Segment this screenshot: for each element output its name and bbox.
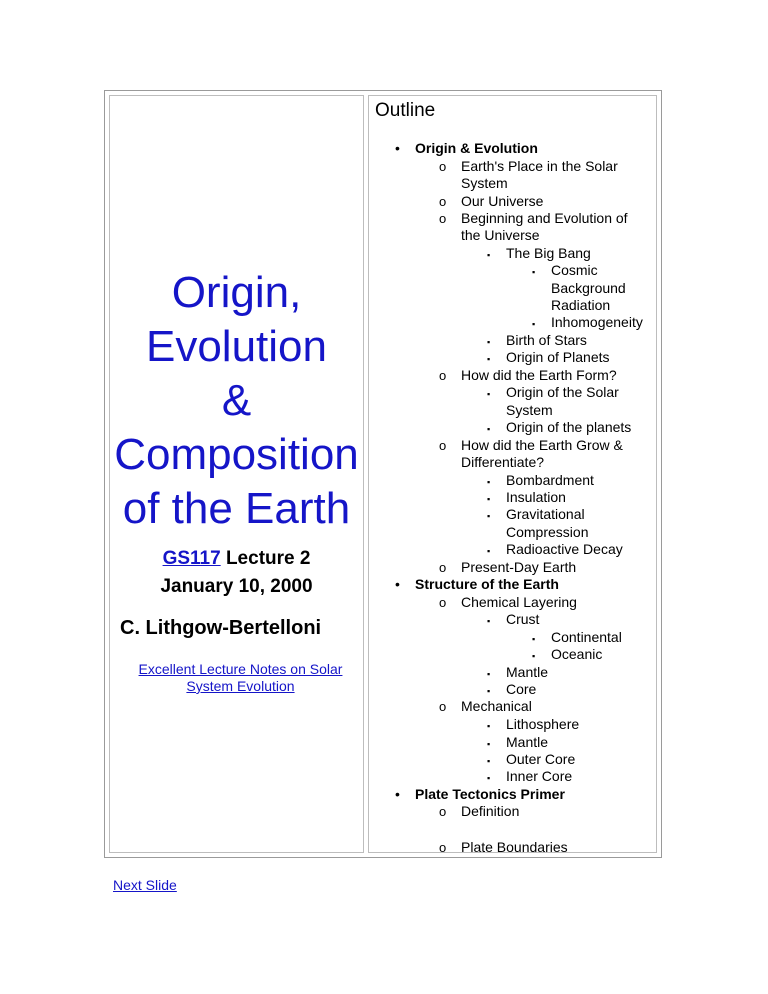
bullet-l1: • [395, 576, 400, 592]
outline-item: Background [551, 280, 626, 296]
outline-item: Present-Day Earth [461, 559, 577, 575]
title-cell [109, 95, 364, 853]
outline-item: Beginning and Evolution of [461, 210, 628, 226]
bullet-l3: ▪ [487, 669, 491, 679]
outline-item: Inhomogeneity [551, 314, 643, 330]
outline-item: Insulation [506, 489, 566, 505]
course-code-link[interactable]: GS117 [162, 548, 221, 569]
bullet-l4: ▪ [532, 634, 536, 644]
bullet-l2: o [439, 840, 447, 855]
lecture-notes-link[interactable] [118, 661, 363, 695]
outline-item: Mantle [506, 734, 549, 750]
bullet-l3: ▪ [487, 477, 491, 487]
outline-item: Radioactive Decay [506, 541, 623, 557]
outline-item: Origin of the Solar [506, 384, 619, 400]
title-line: & [221, 376, 252, 425]
outline-item: Chemical Layering [461, 594, 577, 610]
slide-table [104, 90, 662, 858]
outline-item: Earth's Place in the Solar [461, 158, 618, 174]
outline-item: Birth of Stars [506, 332, 587, 348]
outline-item: Definition [461, 803, 520, 819]
slide-title [110, 266, 363, 536]
bullet-l2: o [439, 595, 447, 610]
outline-heading: Outline [375, 100, 436, 121]
bullet-l3: ▪ [487, 773, 491, 783]
bullet-l3: ▪ [487, 616, 491, 626]
bullet-l2: o [439, 211, 447, 226]
title-line: of the Earth [122, 484, 351, 533]
bullet-l2: o [439, 368, 447, 383]
bullet-l3: ▪ [487, 686, 491, 696]
title-line: Composition [114, 430, 359, 479]
outline-item: Continental [551, 629, 622, 645]
bullet-l2: o [439, 438, 447, 453]
bullet-l3: ▪ [487, 389, 491, 399]
outline-item: System [506, 402, 553, 418]
bullet-l3: ▪ [487, 511, 491, 521]
outline-item: Oceanic [551, 646, 603, 662]
bullet-l2: o [439, 159, 447, 174]
outline-item: Plate Boundaries [461, 839, 568, 855]
outline-item: Core [506, 681, 537, 697]
lecture-date: January 10, 2000 [160, 576, 313, 597]
outline-item: Mantle [506, 664, 549, 680]
link-line[interactable]: System Evolution [186, 678, 295, 694]
bullet-l3: ▪ [487, 424, 491, 434]
outline-item: Plate Tectonics Primer [415, 786, 565, 802]
title-line: Evolution [145, 322, 327, 371]
outline-item: Outer Core [506, 751, 576, 767]
lecture-number: Lecture 2 [225, 548, 311, 569]
outline-item: How did the Earth Form? [461, 367, 617, 383]
bullet-l3: ▪ [487, 354, 491, 364]
author-name: C. Lithgow-Bertelloni [120, 617, 322, 639]
bullet-l3: ▪ [487, 721, 491, 731]
outline-item: Our Universe [461, 193, 544, 209]
outline-cell [368, 95, 657, 853]
bullet-l2: o [439, 699, 447, 714]
bullet-l2: o [439, 194, 447, 209]
outline-item: Differentiate? [461, 454, 545, 470]
outline-item: System [461, 175, 508, 191]
outline-item: The Big Bang [506, 245, 591, 261]
outline-item: Compression [506, 524, 589, 540]
outline-item: Mechanical [461, 698, 532, 714]
bullet-l4: ▪ [532, 267, 536, 277]
next-slide-link[interactable]: Next Slide [113, 877, 177, 893]
outline-item: Origin of the planets [506, 419, 632, 435]
outline-item: Structure of the Earth [415, 576, 559, 592]
outline-item: Inner Core [506, 768, 573, 784]
outline-item: Origin & Evolution [415, 140, 538, 156]
outline-item: Cosmic [551, 262, 598, 278]
bullet-l1: • [395, 140, 400, 156]
outline-item: Lithosphere [506, 716, 580, 732]
bullet-l3: ▪ [487, 250, 491, 260]
bullet-l2: o [439, 804, 447, 819]
outline-item: Gravitational [506, 506, 585, 522]
outline-item: Bombardment [506, 472, 594, 488]
outline-item: Radiation [551, 297, 611, 313]
outline-item: the Universe [461, 227, 540, 243]
outline-item: How did the Earth Grow & [461, 437, 623, 453]
bullet-l3: ▪ [487, 739, 491, 749]
bullet-l4: ▪ [532, 319, 536, 329]
bullet-l3: ▪ [487, 546, 491, 556]
title-line: Origin, [171, 268, 302, 317]
lecture-info [110, 545, 363, 601]
outline-item: Crust [506, 611, 540, 627]
bullet-l1: • [395, 786, 400, 802]
bullet-l3: ▪ [487, 494, 491, 504]
outline-item: Origin of Planets [506, 349, 610, 365]
bullet-l3: ▪ [487, 756, 491, 766]
link-line[interactable]: Excellent Lecture Notes on Solar [138, 661, 343, 677]
bullet-l4: ▪ [532, 651, 536, 661]
bullet-l3: ▪ [487, 337, 491, 347]
bullet-l2: o [439, 560, 447, 575]
